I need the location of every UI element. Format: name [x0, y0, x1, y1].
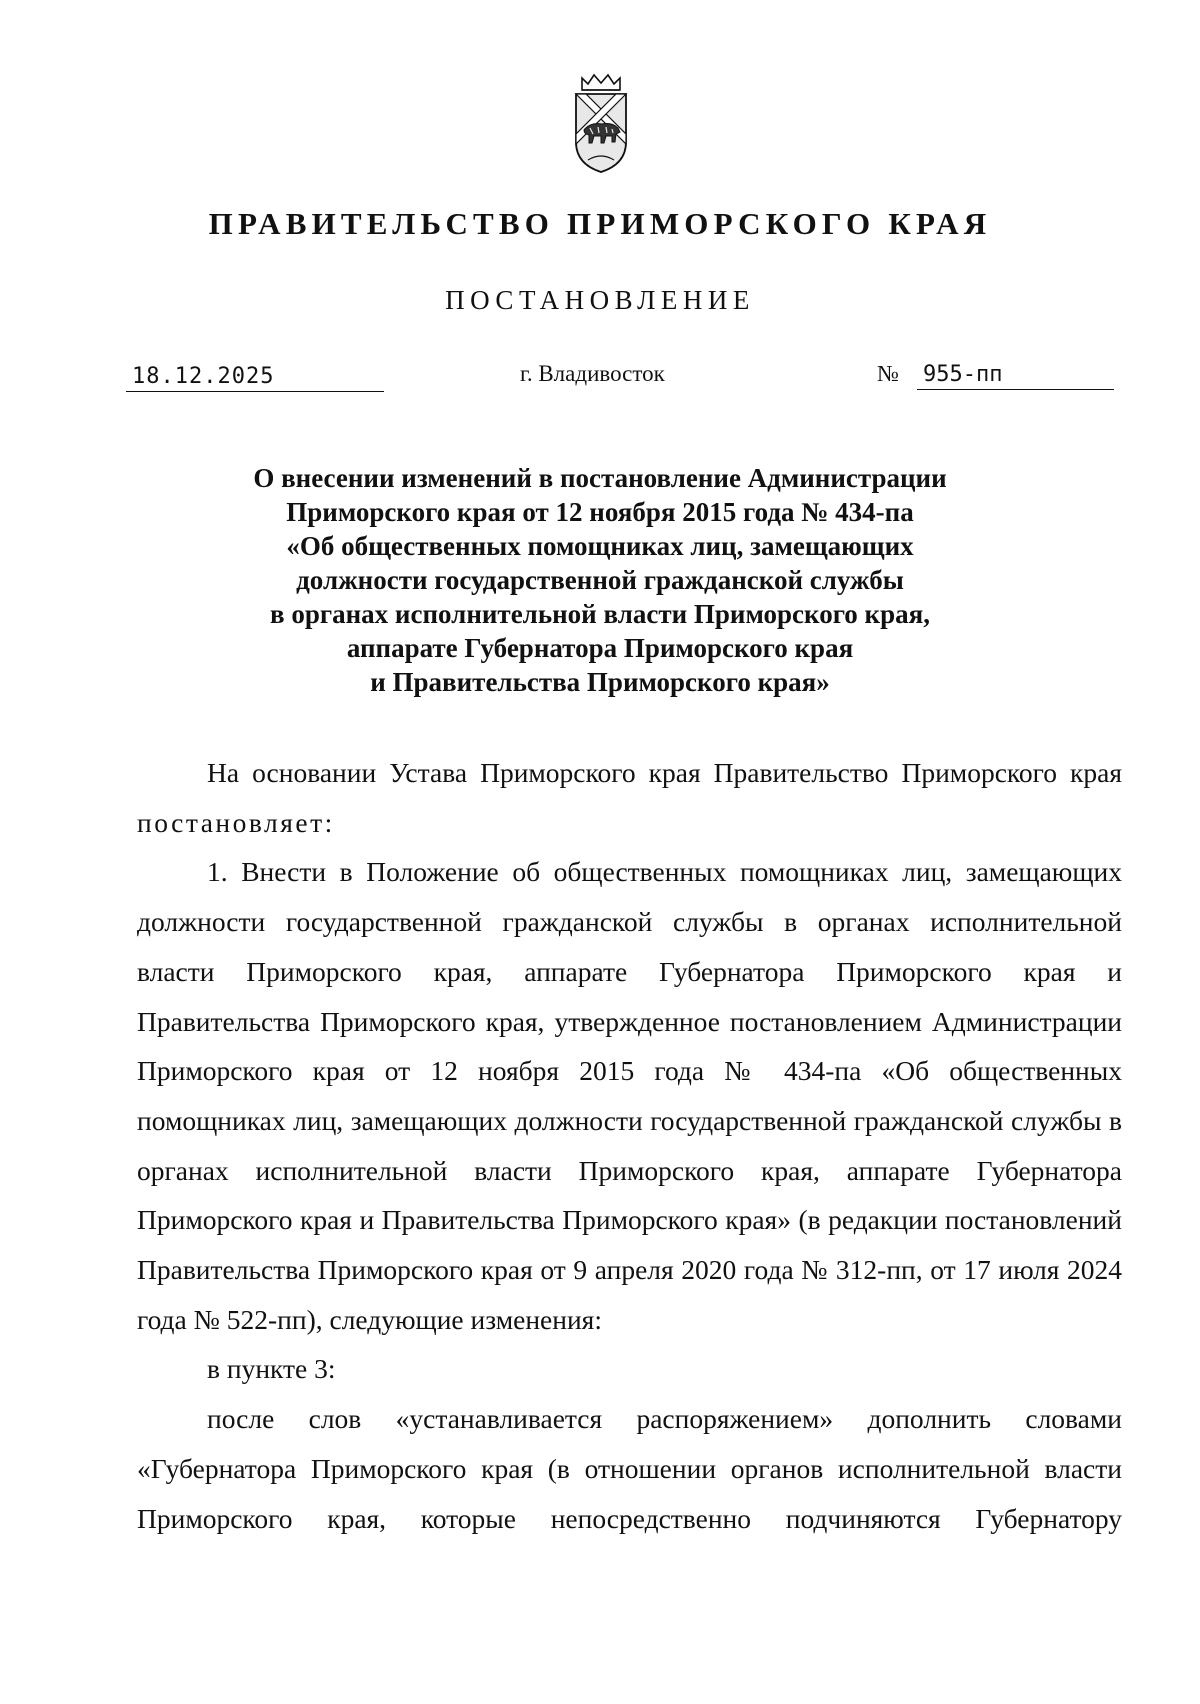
amendment-paragraph: после слов «устанавливается распоряжением» дополнить словами «Губернатора Приморского края (в отношении органов исполнительной власти Приморского края, которые непосредственно подчиняются Губернатору: [137, 1403, 1122, 1534]
subject-line: в органах исполнительной власти Приморского края,: [270, 599, 930, 629]
preamble-text: На основании Устава Приморского края Правительство Приморского края: [207, 757, 1122, 788]
document-date: 18.12.2025: [126, 363, 384, 392]
item-1-paragraph: 1. Внести в Положение об общественных помощниках лиц, замещающих должности государственной гражданской службы в органах исполнительной власти Приморского края, аппарате Губернатора Приморского края и Правительства Приморского края, утвержденное постановлением Администрации Приморского края от 12 ноября 2015 года № 434-па «Об общественных помощниках лиц, замещающих должности государственной гражданской службы в органах исполнительной власти Приморского края, аппарате Губернатора Приморского края и Правительства Приморского края» (в редакции постановлений Правительства Приморского края от 9 апреля 2020 года № 312-пп, от 17 июля 2024 года № 522-пп), следующие изменения:: [137, 856, 1122, 1335]
document-body: [137, 748, 1122, 1543]
subject-line: «Об общественных помощниках лиц, замещающих: [286, 531, 914, 561]
subject-line: Приморского края от 12 ноября 2015 года № 434-па: [286, 497, 914, 527]
subject-line: О внесении изменений в постановление Администрации: [253, 463, 947, 493]
document-type-heading: ПОСТАНОВЛЕНИЕ: [445, 285, 755, 315]
preamble-verb: постановляет:: [137, 806, 335, 838]
subject-line: и Правительства Приморского края»: [370, 667, 830, 697]
coat-of-arms-emblem: [568, 72, 634, 176]
preamble-paragraph: [137, 748, 1122, 847]
organization-title: ПРАВИТЕЛЬСТВО ПРИМОРСКОГО КРАЯ: [208, 206, 992, 241]
document-number-label: №: [877, 361, 899, 386]
subject-line: должности государственной гражданской службы: [296, 565, 904, 595]
clause-intro: в пункте 3:: [207, 1353, 336, 1385]
document-city: г. Владивосток: [520, 361, 665, 386]
document-subject: [150, 461, 1050, 699]
document-number: 955-пп: [917, 361, 1114, 390]
subject-line: аппарате Губернатора Приморского края: [346, 633, 854, 663]
